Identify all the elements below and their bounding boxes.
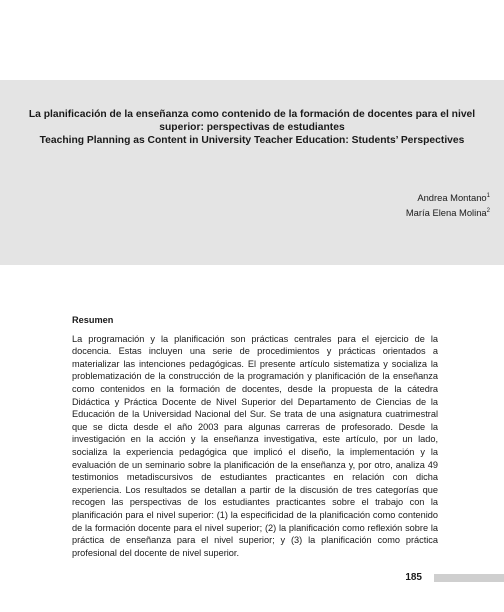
- title-english: Teaching Planning as Content in University Teacher Education: Students’ Perspectives: [39, 135, 465, 146]
- author-footnote-marker: 1: [486, 192, 490, 199]
- page-number: 185: [405, 572, 422, 583]
- abstract-section: [72, 314, 438, 559]
- author-name: Andrea Montano: [417, 192, 487, 203]
- author-2: [406, 205, 490, 220]
- footer-bar: [434, 574, 504, 582]
- abstract-heading: Resumen: [72, 315, 114, 325]
- abstract-body: La programación y la planificación son prácticas centrales para el ejercicio de la docencia. Estas incluyen una serie de procedimientos y prácticas orientados a materializar las intenciones pedagógicas. El presente artículo sistematiza y socializa la problematización de la construcción de la programación y planificación de la enseñanza como contenidos en la formación de docentes, desde la propuesta de la cátedra Didáctica y Práctica Docente de Nivel Superior del Departamento de Ciencias de la Educación de la Universidad Nacional del Sur. Se trata de una asignatura cuatrimestral que se dicta desde el año 2003 para algunas carreras de profesorado. Desde la investigación en la acción y la enseñanza investigativa, este artículo, por un lado, socializa la experiencia pedagógica que implicó el diseño, la implementación y la evaluación de un seminario sobre la planificación de la enseñanza y, por otro, analiza 49 testimonios metadiscursivos de estudiantes practicantes en relación con dicha experiencia. Los resultados se detallan a partir de la discusión de tres categorías que recogen las perspectivas de los estudiantes practicantes sobre el trabajo con la planificación para el nivel superior: (1) la especificidad de la planificación como contenido de la formación docente para el nivel superior; (2) la planificación como reflexión sobre la práctica de enseñanza para el nivel superior; y (3) la planificación como práctica profesional del docente de nivel superior.: [72, 333, 438, 558]
- author-1: [406, 190, 490, 205]
- author-name: María Elena Molina: [405, 207, 487, 218]
- author-list: [406, 190, 490, 220]
- author-footnote-marker: 2: [486, 207, 490, 214]
- title-spanish: La planificación de la enseñanza como contenido de la formación de docentes para el nivel superior: perspectivas de estudiantes: [28, 109, 476, 133]
- title-block: [10, 108, 494, 147]
